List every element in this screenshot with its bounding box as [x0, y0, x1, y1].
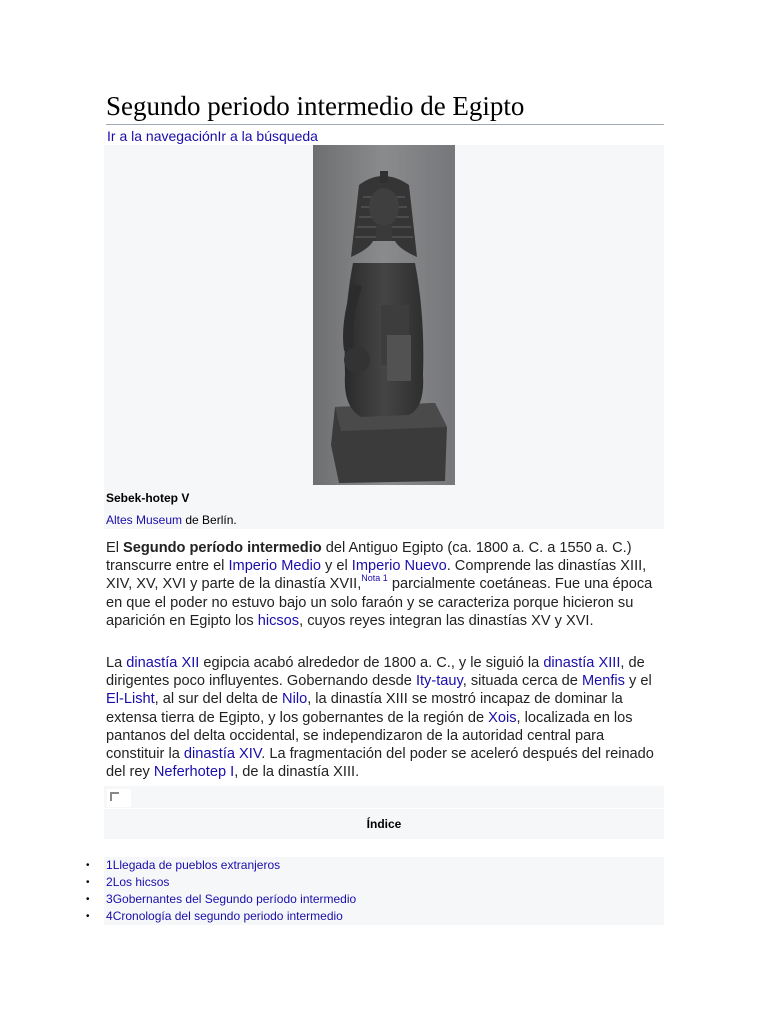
inline-link[interactable]: Menfis [581, 673, 625, 690]
text-run: , situada cerca de [462, 673, 582, 690]
text-run: egipcia acabó alrededor de 1800 a. C., y le siguió la [199, 655, 544, 671]
text-run: y el [624, 673, 652, 690]
inline-link[interactable]: dinastía XII [126, 655, 200, 671]
infobox [104, 145, 664, 529]
bullet-icon: • [86, 894, 90, 905]
infobox-caption-title: Sebek-hotep V [106, 491, 190, 505]
second-paragraph [106, 654, 666, 781]
text-run: , al sur del delta de [154, 691, 283, 708]
text-run: , localizada en los pantanos del delta occidental, se independizaron de la autoridad central para constituir la [106, 709, 633, 763]
toc-item [86, 857, 664, 874]
caption-rest: de Berlín. [182, 513, 237, 527]
inline-link[interactable]: Ity-tauy [415, 673, 463, 690]
text-run: del Antiguo Egipto (ca. 1800 a. C. a 1550 a. C.) transcurre entre el [106, 540, 632, 575]
bullet-icon: • [86, 911, 90, 922]
statue-illustration [313, 145, 455, 485]
statue-image[interactable] [313, 145, 455, 485]
infobox-caption-text [106, 513, 237, 527]
toc-item [86, 874, 664, 891]
jump-to-search-link[interactable]: Ir a la búsqueda [217, 128, 318, 144]
toc-item [86, 891, 664, 908]
text-run: , la dinastía XIII se mostró incapaz de dominar la extensa tierra de Egipto, y los gobernantes de la región de [106, 691, 623, 726]
jump-links [107, 127, 318, 145]
toc-heading: Índice [104, 809, 664, 839]
toc-number: 2 [106, 875, 113, 889]
text-run: , de la dinastía XIII. [234, 764, 360, 781]
image-placeholder [104, 786, 664, 808]
inline-link[interactable]: Imperio Nuevo [351, 558, 447, 575]
toc-number: 1 [106, 858, 113, 872]
inline-link[interactable]: Imperio Medio [228, 558, 321, 575]
toc-label: Llegada de pueblos extranjeros [112, 858, 281, 872]
inline-link[interactable]: Xois [488, 709, 517, 726]
text-run: El [106, 540, 124, 556]
intro-paragraph [106, 539, 666, 630]
inline-link[interactable]: dinastía XIII [543, 655, 621, 671]
text-run: . La fragmentación del poder se aceleró después del reinado del rey [106, 746, 654, 781]
text-run: . Comprende las dinastías XIII, XIV, XV, XVI y parte de la dinastía XVII, [106, 558, 647, 593]
inline-link[interactable]: Nilo [282, 691, 308, 708]
text-run: y el [320, 558, 352, 575]
toc-link[interactable] [106, 892, 356, 906]
toc-item [86, 908, 664, 925]
inline-link[interactable]: El-Lisht [106, 691, 155, 708]
toc-label: Gobernantes del Segundo período intermedio [112, 892, 357, 906]
note-reference[interactable]: Nota 1 [361, 573, 388, 584]
toc-label: Cronología del segundo periodo intermedio [112, 909, 343, 923]
broken-image-icon [107, 789, 131, 807]
altes-museum-link[interactable]: Altes Museum [106, 513, 183, 527]
jump-to-navigation-link[interactable]: Ir a la navegación [107, 128, 218, 144]
toc-label: Los hicsos [112, 875, 170, 889]
inline-link[interactable]: dinastía XIV [183, 746, 262, 763]
page-title: Segundo periodo intermedio de Egipto [106, 88, 664, 125]
toc-list [86, 857, 664, 925]
bold-term: Segundo período intermedio [123, 540, 322, 556]
bullet-icon: • [86, 860, 90, 871]
toc-number: 3 [106, 892, 113, 906]
text-run: parcialmente coetáneas. Fue una época en que el poder no estuvo bajo un solo faraón y se caracteriza porque hicieron su aparición en Egipto los [106, 576, 653, 629]
text-run: , cuyos reyes integran las dinastías XV y XVI. [299, 612, 594, 629]
bullet-icon: • [86, 877, 90, 888]
inline-link[interactable]: Neferhotep I [153, 764, 235, 781]
text-run: La [106, 655, 127, 671]
toc-link[interactable] [106, 909, 343, 923]
toc-link[interactable] [106, 858, 280, 872]
toc-link[interactable] [106, 875, 169, 889]
text-run: , de dirigentes poco influyentes. Gobernando desde [106, 655, 645, 690]
inline-link[interactable]: hicsos [257, 612, 300, 629]
toc-number: 4 [106, 909, 113, 923]
